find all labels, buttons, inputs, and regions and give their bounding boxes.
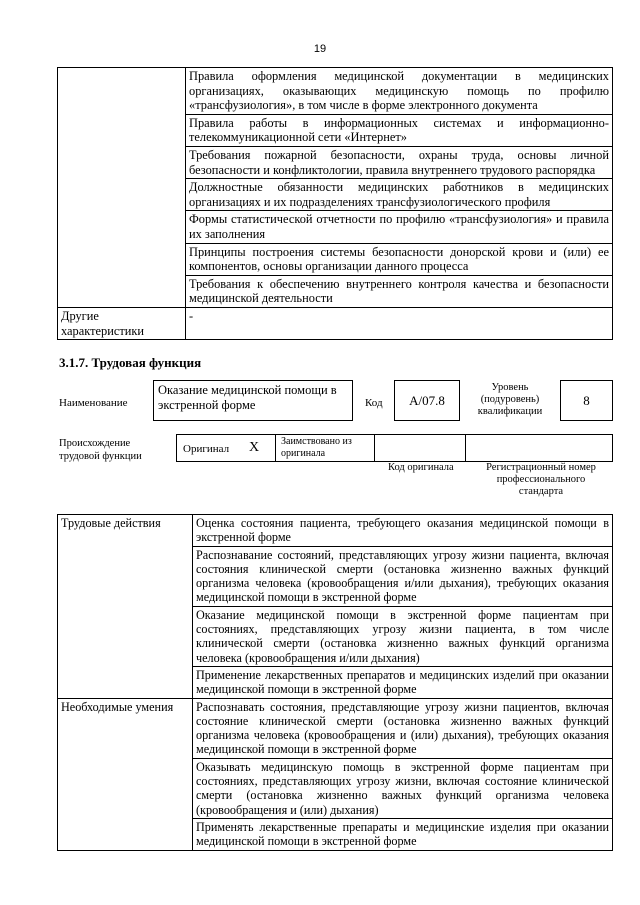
reg-number-label: Регистрационный номер профессионального стандарта [486, 462, 596, 497]
table-row [58, 307, 613, 339]
table-cell: Распознавание состояний, представляющих угрозу жизни пациента, включая состояния клинической смерти (остановка жизненно важных функций организма человека (кровообращения и/или дыхания), требующих оказания медицинской помощи в экстренной форме [193, 546, 613, 606]
original-mark: X [249, 440, 260, 455]
table-cell: Оказывать медицинскую помощь в экстренной форме пациентам при состояниях, представляющих угрозу жизни, включая состояние клинической смерти (остановка жизненно важных функций организма человека (кровообращения и (или) дыхания) [193, 758, 613, 818]
section-title: 3.1.7. Трудовая функция [59, 355, 202, 370]
original-label: Оригинал [183, 443, 230, 455]
table-cell: Применять лекарственные препараты и медицинские изделия при оказании медицинской помощи в экстренной форме [193, 818, 613, 850]
table-cell: Применение лекарственных препаратов и медицинских изделий при оказании медицинской помощи в экстренной форме [193, 666, 613, 698]
divider [275, 434, 276, 462]
table-cell: Оказание медицинской помощи в экстренной форме пациентам при состояниях, представляющих угрозу жизни пациента, в том числе клинической смерти (остановка жизненно важных функций организма человека (кровообращения и/или дыхания) [193, 606, 613, 666]
name-value-box [153, 380, 353, 421]
row-label-cell: Другие характеристики [58, 307, 186, 339]
group-label-actions: Трудовые действия [58, 515, 193, 699]
divider [465, 434, 466, 462]
code-value: A/07.8 [394, 380, 460, 421]
labor-function-table [57, 514, 613, 851]
origin-row [176, 434, 613, 462]
origin-label: Происхождение трудовой функции [59, 438, 142, 462]
borrowed-label: Заимствовано из оригинала [281, 436, 352, 459]
code-label: Код [365, 397, 383, 409]
divider [374, 434, 375, 462]
page-number: 19 [313, 43, 327, 55]
table-cell: Принципы построения системы безопасности донорской крови и (или) ее компонентов, основы организации данного процесса [186, 243, 613, 275]
table-row [58, 68, 613, 115]
table-cell: Правила работы в информационных системах и информационно-телекоммуникационной сети «Интернет» [186, 114, 613, 146]
row-label-cell [58, 68, 186, 308]
table-cell: Распознавать состояния, представляющие угрозу жизни пациентов, включая состояние клинической смерти (остановка жизненно важных функций организма человека (кровообращения и (или) дыхания), требующих оказания медицинской помощи в экстренной форме [193, 698, 613, 758]
table-cell: Оценка состояния пациента, требующего оказания медицинской помощи в экстренной форме [193, 515, 613, 547]
table-cell: Должностные обязанности медицинских работников в медицинских организациях и их подразделениях трансфузиологического профиля [186, 179, 613, 211]
table-cell: Требования пожарной безопасности, охраны труда, основы личной безопасности и конфликтологии, правила внутреннего трудового распорядка [186, 146, 613, 178]
table-cell: Правила оформления медицинской документации в медицинских организациях, оказывающих медицинскую помощь по профилю «трансфузиология», в том числе в форме электронного документа [186, 68, 613, 115]
table-cell: Формы статистической отчетности по профилю «трансфузиология» и правила их заполнения [186, 211, 613, 243]
level-label: Уровень (подуровень) квалификации [477, 382, 543, 417]
name-value: Оказание медицинской помощи в экстренной форме [158, 383, 337, 412]
name-label: Наименование [59, 397, 128, 409]
table-row [58, 698, 613, 758]
level-value: 8 [560, 380, 613, 421]
table-cell: Требования к обеспечению внутреннего контроля качества и безопасности медицинской деятельности [186, 275, 613, 307]
table-cell: - [186, 307, 613, 339]
group-label-skills: Необходимые умения [58, 698, 193, 850]
code-original-label: Код оригинала [388, 462, 454, 473]
table-row [58, 515, 613, 547]
knowledge-table [57, 67, 613, 340]
